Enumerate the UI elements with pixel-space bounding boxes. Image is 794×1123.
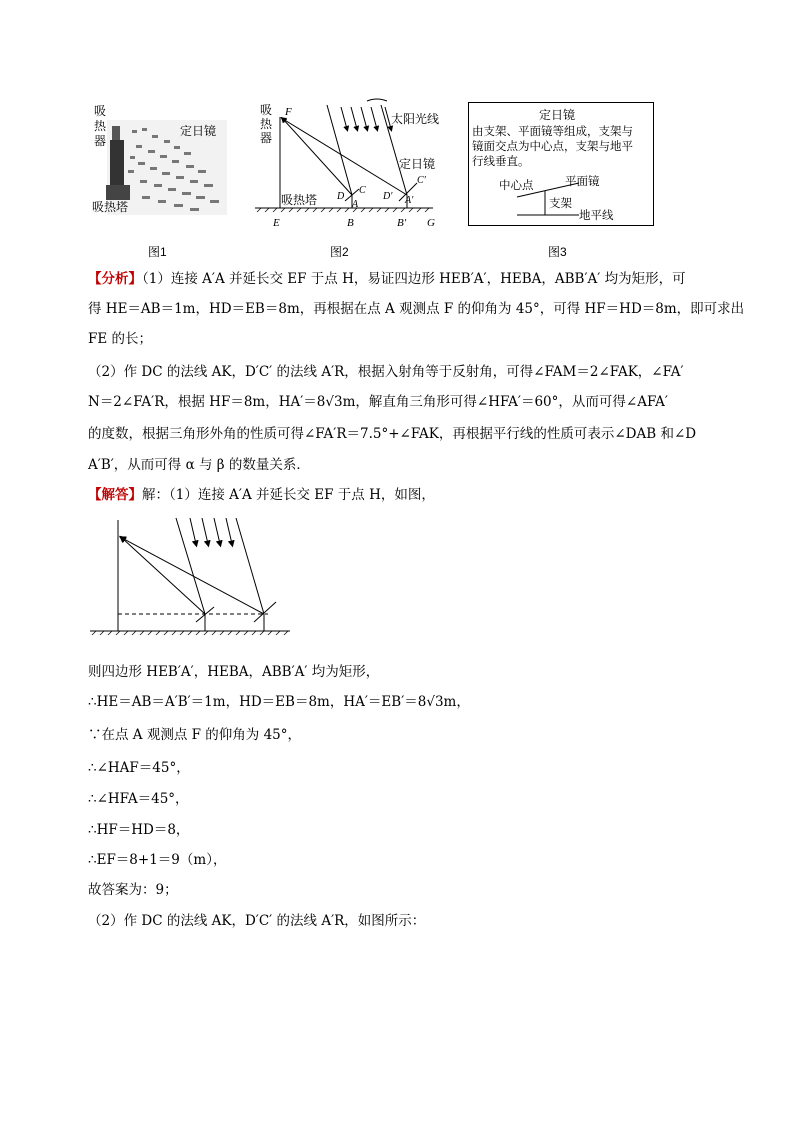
answer-line-9: （2）作 DC 的法线 AK，D′C′ 的法线 A′R，如图所示：: [88, 913, 426, 929]
answer-line-1: 则四边形 HEB′A′，HEBA，ABB′A′ 均为矩形，: [88, 664, 380, 680]
fig2-base-label: 吸热塔: [281, 193, 318, 207]
fig1-bottom-label: 吸热塔: [92, 200, 129, 214]
fig2-caption: 图2: [330, 245, 349, 259]
figure-2: [255, 95, 445, 235]
answer-line-intro: 【解答】解：（1）连接 A′A 并延长交 EF 于点 H，如图，: [88, 487, 435, 503]
fig3-title: 定日镜: [539, 108, 576, 122]
fig2-tower-label: 吸 热 器: [260, 103, 273, 145]
fig2-label-B: B: [347, 217, 354, 229]
solution-figure: [90, 510, 320, 660]
analysis-line-5: N＝2∠FA′R，根据 HF＝8m，HA′＝8√3m，解直角三角形可得∠HFA′＝60°，从而可得∠AFA′: [88, 394, 668, 410]
fig2-label-C: C: [359, 185, 366, 196]
fig2-sun-label: 太阳光线: [391, 112, 440, 126]
answer-line-5: ∴∠HFA＝45°，: [88, 791, 189, 807]
analysis-line-6: 的度数，根据三角形外角的性质可得∠FA′R＝7.5°+∠FAK，再根据平行线的性质可表示∠DAB 和∠D: [88, 426, 697, 442]
fig3-description: 由支架、平面镜等组成，支架与 镜面交点为中心点，支架与地平 行线垂直。: [472, 126, 633, 168]
analysis-line-7: A′B′，从而可得 α 与 β 的数量关系．: [88, 457, 310, 473]
answer-line-8: 故答案为：9；: [88, 882, 178, 898]
answer-line-6: ∴HF＝HD＝8，: [88, 822, 190, 838]
fig3-ground-label: 地平线: [579, 210, 614, 222]
fig1-mirror-label: 定日镜: [180, 124, 217, 138]
analysis-line-2: 得 HE＝AB＝1m，HD＝EB＝8m，再根据在点 A 观测点 F 的仰角为 45°，可得 HF＝HD＝8m，即可求出: [88, 301, 745, 317]
analysis-line-4: （2）作 DC 的法线 AK，D′C′ 的法线 A′R，根据入射角等于反射角，可得∠FAM＝2∠FAK，∠FA′: [88, 364, 684, 380]
analysis-tag: 【分析】: [88, 271, 142, 287]
analysis-line-3: FE 的长；: [88, 331, 153, 347]
fig1-tower-label: 吸 热 器: [94, 104, 107, 148]
answer-line-3: ∵在点 A 观测点 F 的仰角为 45°，: [88, 727, 302, 743]
figure-3: [468, 102, 654, 226]
answer-line-2: ∴HE＝AB＝A′B′＝1m，HD＝EB＝8m，HA′＝EB′＝8√3m，: [88, 694, 470, 710]
fig2-label-C-prime: C′: [417, 175, 426, 186]
fig2-label-E: E: [273, 217, 280, 229]
fig2-label-B-prime: B′: [397, 217, 407, 229]
answer-tag: 【解答】: [88, 487, 142, 503]
fig3-caption: 图3: [548, 245, 567, 259]
fig2-label-D: D: [337, 191, 345, 202]
fig2-label-G: G: [427, 217, 435, 229]
fig2-label-A: A: [352, 199, 359, 210]
fig2-label-A-prime: A′: [405, 195, 414, 206]
fig3-mirror-label: 平面镜: [565, 176, 600, 188]
solution-figure-diagram: [90, 510, 320, 660]
fig2-mirror-label: 定日镜: [399, 157, 436, 171]
fig3-stand-label: 支架: [549, 198, 572, 210]
answer-line-4: ∴∠HAF＝45°，: [88, 760, 190, 776]
answer-line-7: ∴EF＝8+1＝9（m），: [88, 852, 227, 868]
figure-1: [92, 100, 232, 220]
fig2-label-F: F: [285, 106, 292, 118]
fig2-label-D-prime: D′: [383, 191, 393, 202]
analysis-line-1: 【分析】（1）连接 A′A 并延长交 EF 于点 H，易证四边形 HEB′A′，HEBA，ABB′A′ 均为矩形，可: [88, 271, 686, 287]
fig3-center-label: 中心点: [499, 180, 534, 192]
fig1-caption: 图1: [148, 245, 167, 259]
